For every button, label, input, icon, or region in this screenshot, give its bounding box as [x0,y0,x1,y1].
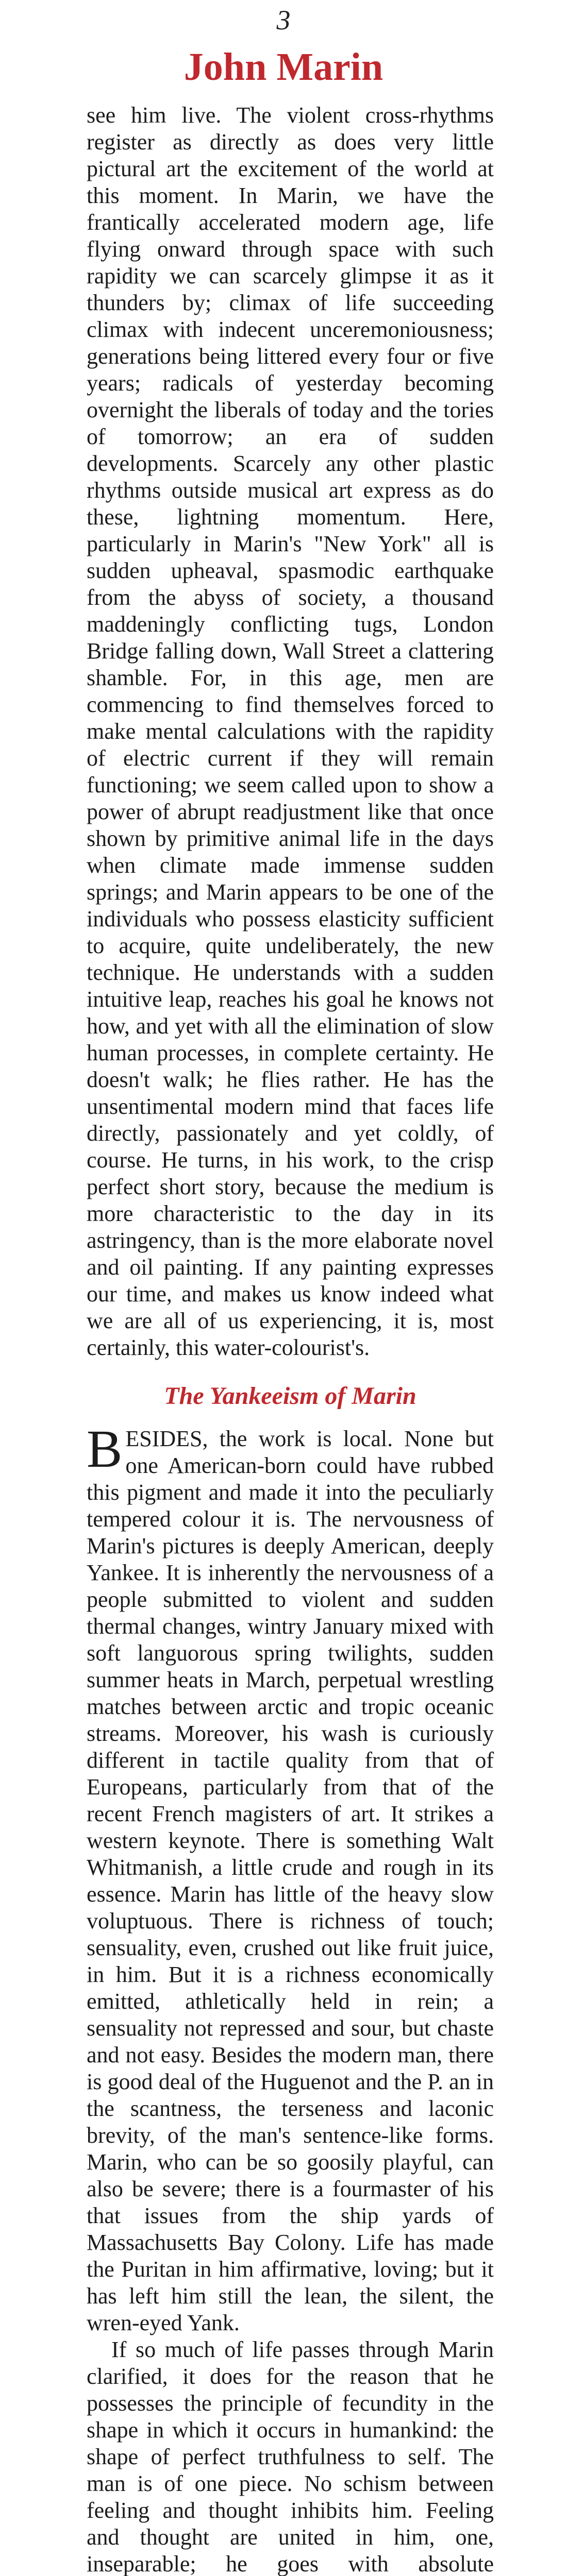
section-heading: The Yankeeism of Marin [164,1382,416,1410]
body-paragraph: see him live. The violent cross-rhythms register as directly as does very little pictural art the excitement of the world at this moment. In Marin, we have the frantically accelerated modern age, life flying onward through space with such rapidity we can scarcely glimpse it as it thunders by; climax of life succeeding climax with indecent unceremoniousness; generations being littered every four or five years; radicals of yesterday becoming overnight the liberals of today and the tories of tomorrow; an era of sudden developments. Scarcely any other plastic rhythms outside musical art express as do these, lightning momentum. Here, particularly in Marin's "New York" all is sudden upheaval, spasmodic earthquake from the abyss of society, a thousand maddeningly conflicting tugs, London Bridge falling down, Wall Street a clattering shamble. For, in this age, men are commencing to find themselves forced to make mental calculations with the rapidity of electric current if they will remain functioning; we seem called upon to show a power of abrupt readjustment like that once shown by primitive animal life in the days when climate made immense sudden springs; and Marin appears to be one of the individuals who possess elasticity sufficient to acquire, quite undeliberately, the new technique. He understands with a sudden intuitive leap, reaches his goal he knows not how, and yet with all the elimination of slow human processes, in complete certainty. He doesn't walk; he flies rather. He has the unsentimental modern mind that faces life directly, passionately and yet coldly, of course. He turns, in his work, to the crisp perfect short story, because the medium is more characteristic to the day in its astringency, than is the more elaborate novel and oil painting. If any painting expresses our time, and makes us know indeed what we are all of us experiencing, it is, most certainly, this water-colourist's. [87,103,494,1360]
body-paragraph: If so much of life passes through Marin clarified, it does for the reason that he possesses the principle of fecundity in the shape in which it occurs in humankind: the shape of perfect truthfulness to self. The man is of one piece. No schism between feeling and thought inhibits him. Feeling and thought are united in him, one, inseparable; he goes with absolute [87,2337,494,2576]
page-number: 3 [276,5,291,36]
article-title: John Marin [184,45,383,89]
drop-cap: B [87,1419,123,1479]
body-paragraph [87,1419,494,2336]
paragraph-text: ESIDES, the work is local. None but one American-born could have rubbed this pigment and made it into the peculiarly tempered colour it is. The nervousness of Marin's pictures is deeply American, deeply Yankee. It is inherently the nervousness of a people submitted to violent and sudden thermal changes, wintry January mixed with soft languorous spring twilights, sudden summer heats in March, perpetual wrestling matches between arctic and tropic oceanic streams. Moreover, his wash is curiously different in tactile quality from that of Europeans, particularly from that of the recent French magisters of art. It strikes a western keynote. There is something Walt Whitmanish, a little crude and rough in its essence. Marin has little of the heavy slow voluptuous. There is richness of touch; sensuality, even, crushed out like fruit juice, in him. But it is a richness economically emitted, athletically held in rein; a sensuality not repressed and sour, but chaste and not easy. Besides the modern man, there is good deal of the Huguenot and the P. an in the scantness, the terseness and laconic brevity, of the man's sentence-like forms. Marin, who can be so goosily playful, can also be severe; there is a fourmaster of his that issues from the ship yards of Massachusetts Bay Colony. Life has made the Puritan in him affirmative, loving; but it has left him still the lean, the silent, the wren-eyed Yank. [87,1426,494,2336]
article-column [87,102,494,2576]
